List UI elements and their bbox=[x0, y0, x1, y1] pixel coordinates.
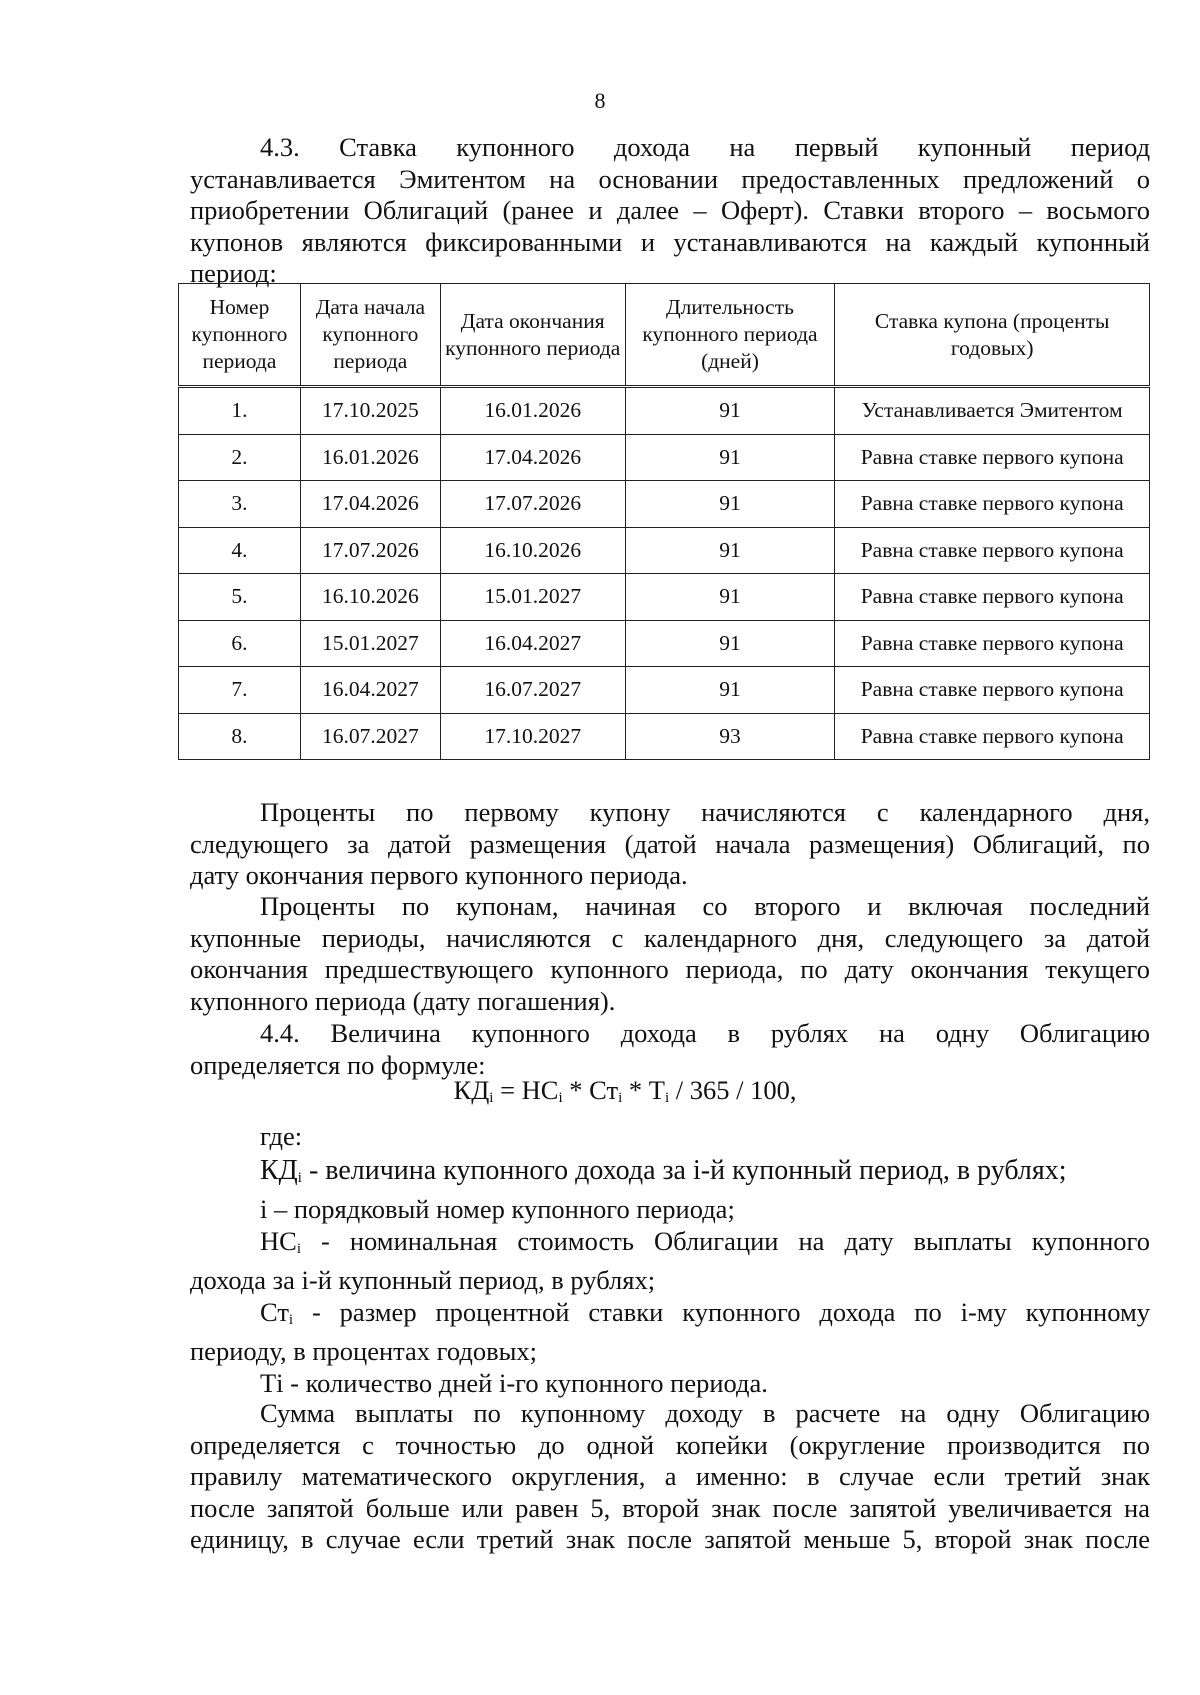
cell-num: 1. bbox=[179, 387, 301, 435]
table-row bbox=[179, 620, 1150, 667]
definition-ct: $Ст_i$ - размер процентной ставки купонного дохода по i-му купонному bbox=[260, 1296, 1150, 1328]
cell-rate: Устанавливается Эмитентом bbox=[835, 387, 1150, 435]
cell-days: 93 bbox=[625, 713, 835, 760]
section-4-4-line-1: 4.4. Величина купонного дохода в рублях на одну Облигацию bbox=[260, 1018, 1151, 1048]
table-row bbox=[179, 574, 1150, 621]
cell-rate: Равна ставке первого купона bbox=[835, 620, 1150, 667]
cell-days: 91 bbox=[625, 574, 835, 621]
paragraph-line: окончания предшествующего купонного периода, по дату окончания текущего bbox=[190, 954, 1150, 984]
table-row bbox=[179, 713, 1150, 760]
coupon-table bbox=[178, 283, 1150, 760]
table-row bbox=[179, 481, 1150, 528]
paragraph-line: единицу, в случае если третий знак после запятой меньше 5, второй знак после bbox=[190, 1524, 1150, 1554]
section-4-4-last-line: определяется по формуле: bbox=[190, 1049, 486, 1080]
table-header-row bbox=[179, 284, 1150, 387]
paragraph-first-coupon bbox=[190, 797, 1150, 892]
cell-days: 91 bbox=[625, 481, 835, 528]
section-4-3 bbox=[190, 132, 1150, 290]
section-4-4 bbox=[190, 1018, 1150, 1081]
definition-nc: $НС_i$ - номинальная стоимость Облигации на дату выплаты купонного bbox=[260, 1225, 1150, 1257]
cell-end: 16.10.2026 bbox=[440, 527, 625, 574]
cell-end: 16.04.2027 bbox=[440, 620, 625, 667]
formula-definitions bbox=[190, 1121, 1150, 1399]
cell-start: 17.04.2026 bbox=[300, 481, 440, 528]
definition-i: i – порядковый номер купонного периода; bbox=[260, 1194, 735, 1224]
section-4-3-line: устанавливается Эмитентом на основании предоставленных предложений о bbox=[190, 163, 1150, 194]
cell-rate: Равна ставке первого купона bbox=[835, 434, 1150, 481]
cell-start: 16.07.2027 bbox=[300, 713, 440, 760]
cell-days: 91 bbox=[625, 527, 835, 574]
cell-num: 6. bbox=[179, 620, 301, 667]
cell-start: 15.01.2027 bbox=[300, 620, 440, 667]
paragraph-line: Проценты по первому купону начисляются с календарного дня, bbox=[260, 797, 1150, 827]
cell-num: 5. bbox=[179, 574, 301, 621]
cell-start: 16.10.2026 bbox=[300, 574, 440, 621]
cell-rate: Равна ставке первого купона bbox=[835, 574, 1150, 621]
cell-num: 4. bbox=[179, 527, 301, 574]
cell-end: 16.01.2026 bbox=[440, 387, 625, 435]
definition-ct-cont: периоду, в процентах годовых; bbox=[190, 1336, 538, 1366]
header-end-date: Дата окончания купонного периода bbox=[440, 284, 625, 387]
table-row bbox=[179, 667, 1150, 714]
paragraph-line: дату окончания первого купонного периода. bbox=[190, 860, 688, 890]
header-duration: Длительность купонного периода (дней) bbox=[625, 284, 835, 387]
cell-end: 17.10.2027 bbox=[440, 713, 625, 760]
section-4-3-line: приобретении Облигаций (ранее и далее – Оферт). Ставки второго – восьмого bbox=[190, 195, 1150, 225]
table-row bbox=[179, 434, 1150, 481]
cell-start: 17.10.2025 bbox=[300, 387, 440, 435]
cell-days: 91 bbox=[625, 620, 835, 667]
cell-end: 15.01.2027 bbox=[440, 574, 625, 621]
paragraph-rounding bbox=[190, 1398, 1150, 1556]
cell-start: 16.01.2026 bbox=[300, 434, 440, 481]
cell-end: 16.07.2027 bbox=[440, 667, 625, 714]
cell-rate: Равна ставке первого купона bbox=[835, 713, 1150, 760]
definition-nc-cont: дохода за i-й купонный период, в рублях; bbox=[190, 1265, 656, 1295]
cell-days: 91 bbox=[625, 387, 835, 435]
header-start-date: Дата начала купонного периода bbox=[300, 284, 440, 387]
definition-kd: $КД_i$ - величина купонного дохода за i-й купонный период, в рублях; bbox=[260, 1154, 1067, 1186]
cell-rate: Равна ставке первого купона bbox=[835, 481, 1150, 528]
cell-start: 16.04.2027 bbox=[300, 667, 440, 714]
cell-start: 17.07.2026 bbox=[300, 527, 440, 574]
header-rate: Ставка купона (проценты годовых) bbox=[835, 284, 1150, 387]
table-row bbox=[179, 527, 1150, 574]
cell-days: 91 bbox=[625, 667, 835, 714]
page-number: 8 bbox=[594, 88, 606, 113]
cell-rate: Равна ставке первого купона bbox=[835, 527, 1150, 574]
section-4-3-line-1: 4.3. Ставка купонного дохода на первый купонный период bbox=[260, 132, 1151, 162]
paragraph-line: купонного периода (дату погашения). bbox=[190, 985, 616, 1016]
table-row bbox=[179, 387, 1150, 435]
header-coupon-number: Номер купонного периода bbox=[179, 284, 301, 387]
section-4-3-last-line: период: bbox=[190, 258, 277, 288]
paragraph-line: правилу математического округления, а именно: в случае если третий знак bbox=[190, 1461, 1150, 1491]
definitions-where: где: bbox=[260, 1121, 303, 1151]
paragraph-line: следующего за датой размещения (датой начала размещения) Облигаций, по bbox=[190, 828, 1150, 859]
cell-end: 17.07.2026 bbox=[440, 481, 625, 528]
paragraph-line: после запятой больше или равен 5, второй знак после запятой увеличивается на bbox=[190, 1492, 1150, 1523]
cell-rate: Равна ставке первого купона bbox=[835, 667, 1150, 714]
section-4-3-line: купонов являются фиксированными и устанавливаются на каждый купонный bbox=[190, 226, 1150, 257]
paragraph-line: Сумма выплаты по купонному доходу в расчете на одну Облигацию bbox=[260, 1398, 1150, 1428]
definition-t: Тi - количество дней i-го купонного периода. bbox=[260, 1367, 768, 1398]
paragraph-line: определяется с точностью до одной копейки (округление производится по bbox=[190, 1429, 1150, 1460]
paragraph-next-coupons bbox=[190, 891, 1150, 1017]
paragraph-line: купонные периоды, начисляются с календарного дня, следующего за датой bbox=[190, 922, 1150, 953]
cell-num: 7. bbox=[179, 667, 301, 714]
cell-num: 8. bbox=[179, 713, 301, 760]
paragraph-line: Проценты по купонам, начиная со второго и включая последний bbox=[260, 891, 1150, 921]
cell-end: 17.04.2026 bbox=[440, 434, 625, 481]
cell-days: 91 bbox=[625, 434, 835, 481]
coupon-formula: $КД_i = НС_i * Ст_i * Т_i / 365 / 100$, bbox=[453, 1075, 797, 1106]
cell-num: 3. bbox=[179, 481, 301, 528]
cell-num: 2. bbox=[179, 434, 301, 481]
